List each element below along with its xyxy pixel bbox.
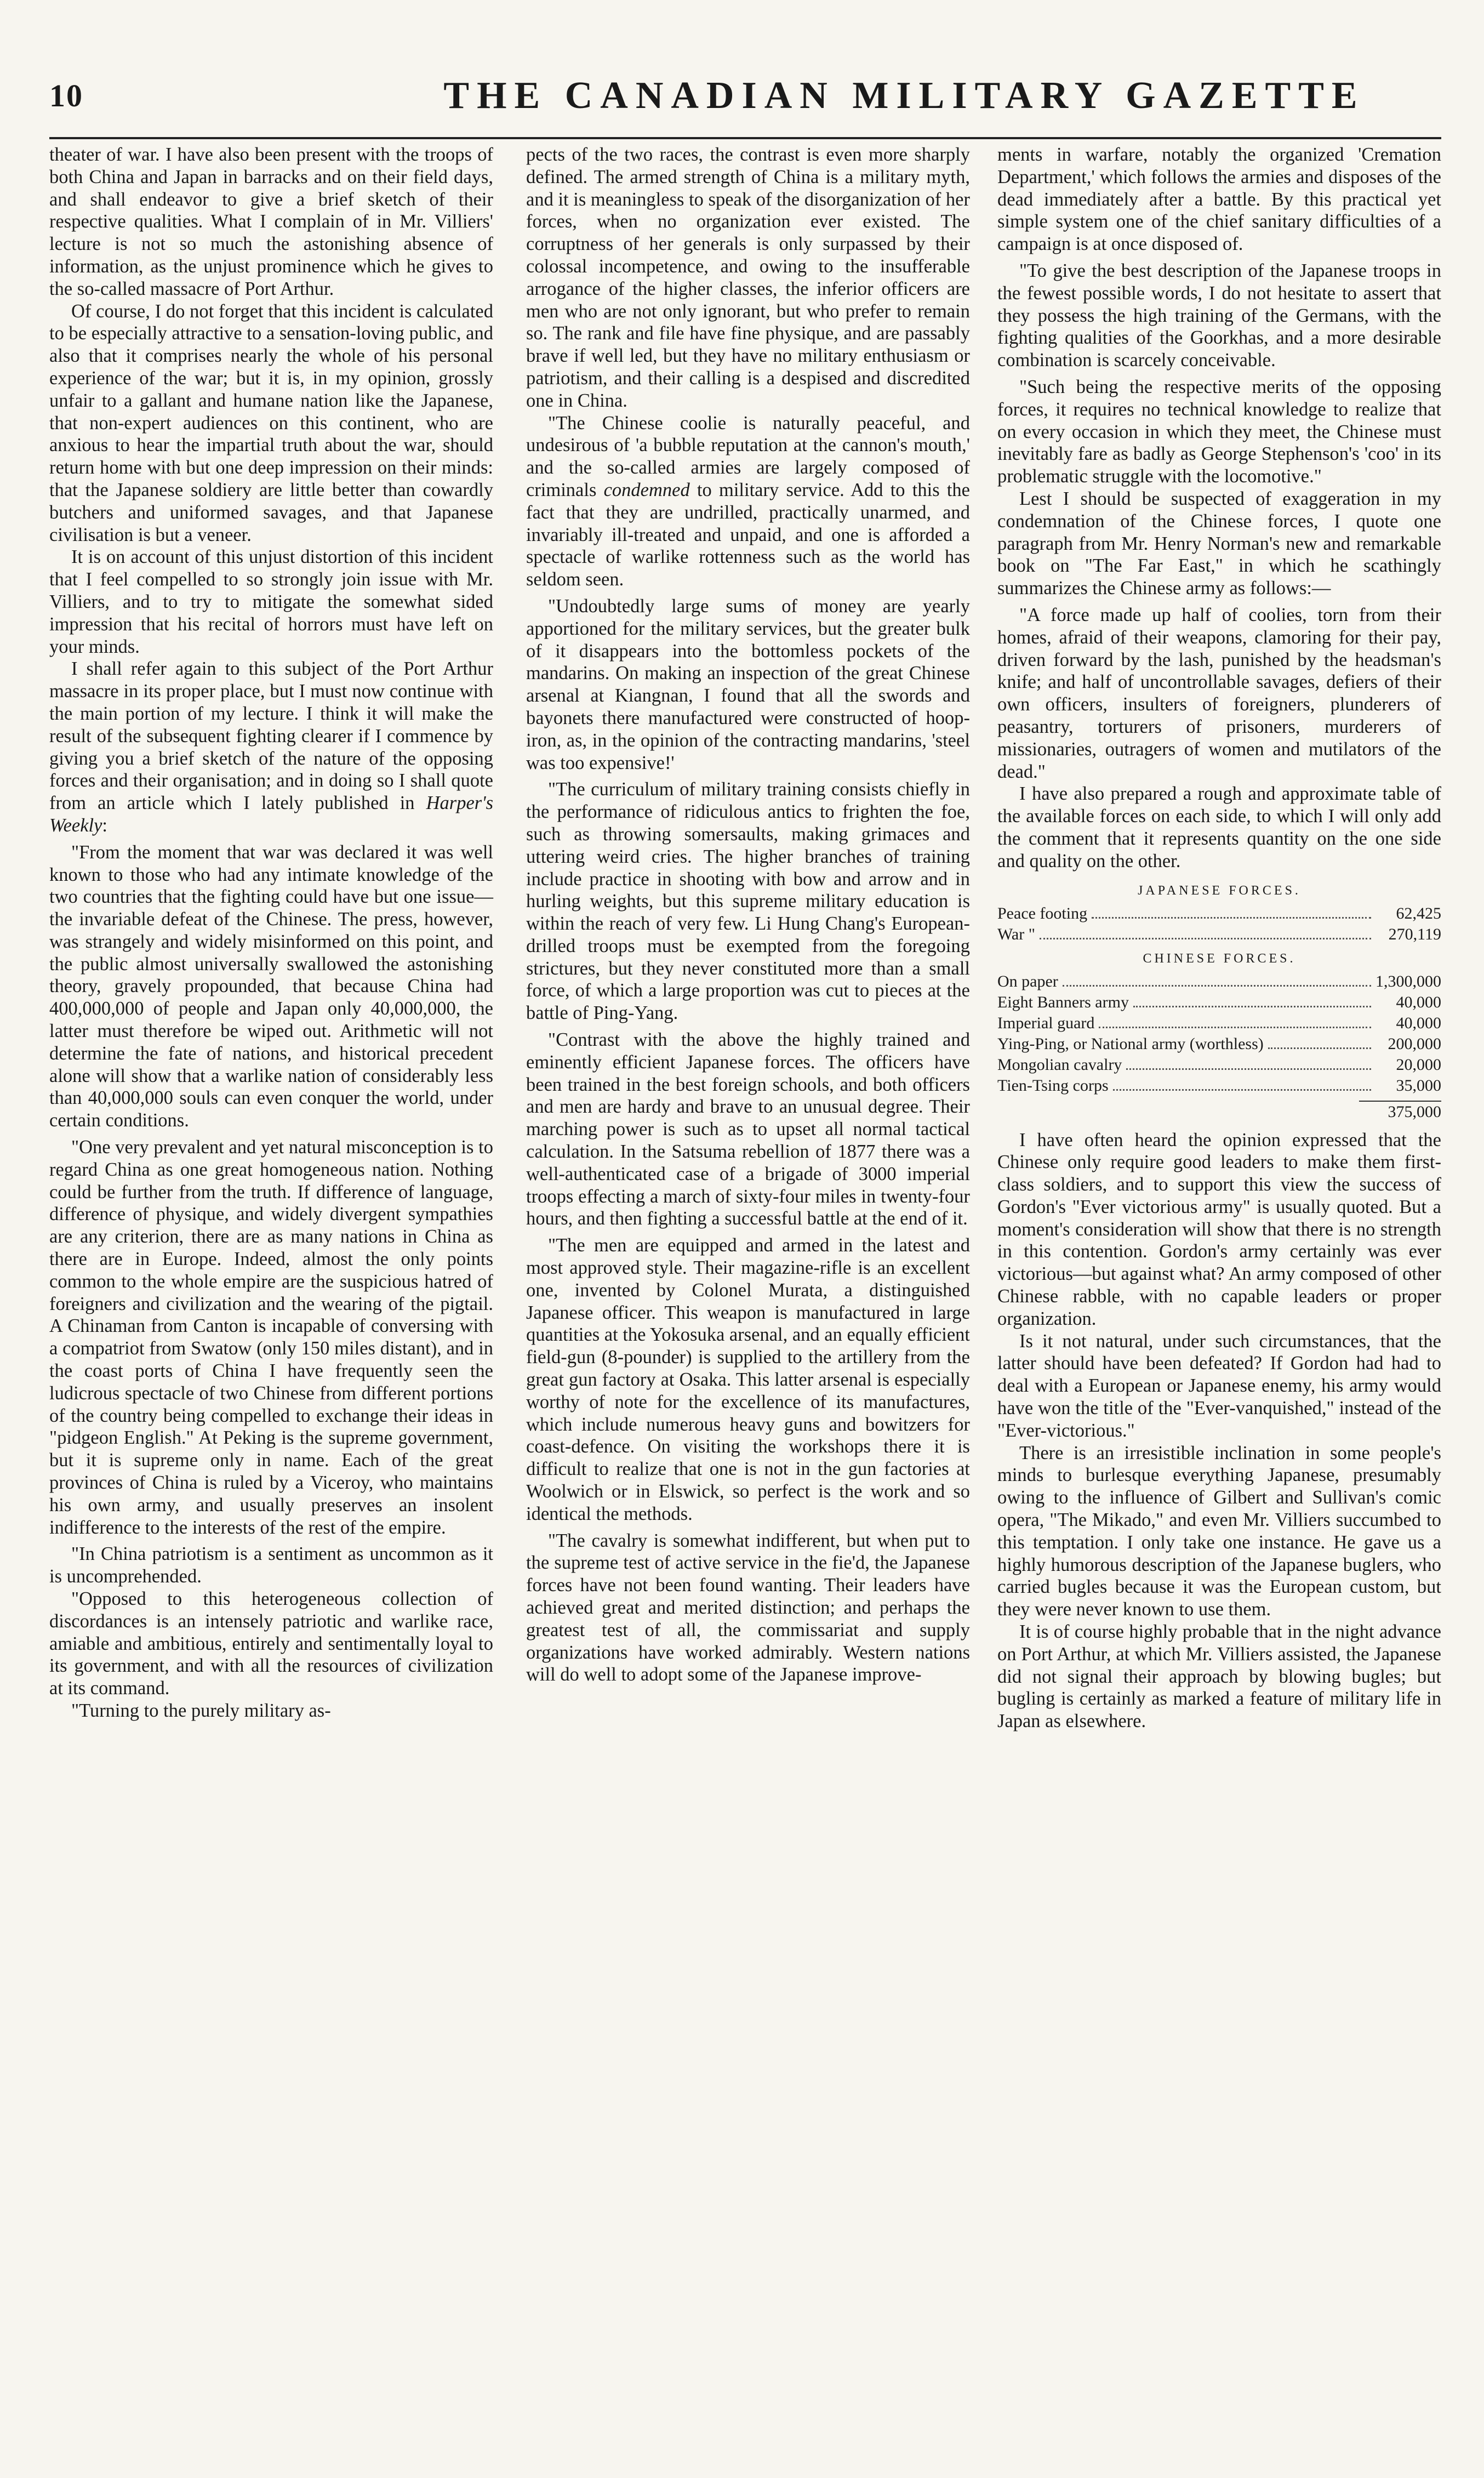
row-value: 35,000 bbox=[1396, 1076, 1441, 1095]
paragraph: I have often heard the opinion expressed that the Chinese only require good leaders to make them first-class soldiers, and to support this view the success of Gordon's "Ever victorious army" is usually quoted. But a moment's consideration will show that there is no strength in this contention. Gordon's army certainly was ever victorious—but against what? An army composed of other Chinese rabble, with no capable leaders or proper organization. bbox=[997, 1129, 1441, 1329]
row-label: Ying-Ping, or National army (worthless) bbox=[997, 1034, 1264, 1053]
quoted-paragraph: "One very prevalent and yet natural misconception is to regard China as one great homogeneous nation. Nothing could be further from the truth. If difference of language, difference of physique, and widely divergent sympathies are any criterion, there are as many nations in China as there are in Europe. Indeed, almost the only points common to the whole empire are the suspicious hatred of foreigners and civilization and the wearing of the pigtail. A Chinaman from Canton is incapable of conversing with a compatriot from Swatow (only 150 miles distant), and in the coast ports of China I have frequently seen the ludicrous spectacle of two Chinese from different portions of the country being compelled to exchange their ideas in "pidgeon English." At Peking is the supreme government, but it is supreme only in name. Each of the great provinces of China is ruled by a Viceroy, who maintains his own army, and usually preserves an insolent indifference to the interests of the rest of the empire. bbox=[49, 1137, 493, 1538]
paragraph: It is on account of this unjust distortion of this incident that I feel compelled to so strongly join issue with Mr. Villiers, and to try to mitigate the somewhat sided impression that his recital of horrors must have left on your minds. bbox=[49, 546, 493, 657]
paragraph: theater of war. I have also been present with the troops of both China and Japan in barracks and on their field days, and shall endeavor to give a brief sketch of their respective qualities. What I complain of in Mr. Villiers' lecture is not so much the astonishing absence of information, as the unjust prominence which he gives to the so-called massacre of Port Arthur. bbox=[49, 144, 493, 299]
row-value: 62,425 bbox=[1396, 904, 1441, 922]
paragraph: I have also prepared a rough and approximate table of the available forces on each side, to which I will only add the comment that it represents quantity on the one side and quality on the other. bbox=[997, 783, 1441, 871]
paragraph-text: I shall refer again to this subject of the Port Arthur massacre in its proper place, but I must now continue with the main portion of my lecture. I think it will make the result of the subsequent fighting clearer if I commence by giving you a brief sketch of the nature of the opposing forces and their organisation; and in doing so I shall quote from an article which I lately published in bbox=[49, 658, 493, 814]
paragraph-text: to military service. Add to this the fact that they are undrilled, practically unarmed, and invariably ill-treated and unpaid, and one is afforded a spectacle of warlike rottenness such as the world has seldom seen. bbox=[526, 479, 970, 590]
japanese-forces-heading: JAPANESE FORCES. bbox=[1138, 883, 1301, 898]
table-row bbox=[997, 1013, 1441, 1034]
masthead bbox=[49, 74, 1441, 129]
table-row bbox=[997, 924, 1441, 945]
paragraph: Lest I should be suspected of exaggeration in my condemnation of the Chinese forces, I quote one paragraph from Mr. Henry Norman's new and remarkable book on "The Far East," in which he scathingly summarizes the Chinese army as follows:— bbox=[997, 488, 1441, 599]
page-number: 10 bbox=[49, 78, 83, 113]
paragraph-text: "The Chinese coolie is naturally peaceful, and undesirous of 'a bubble reputation at the cannon's mouth,' and the so-called armies are largely composed of criminals bbox=[526, 412, 970, 500]
publication-title: Harper's Weekly bbox=[49, 793, 493, 836]
leader-dots bbox=[1063, 985, 1371, 987]
chinese-forces-heading: CHINESE FORCES. bbox=[1143, 951, 1296, 966]
row-value: 1,300,000 bbox=[1375, 972, 1441, 990]
quoted-paragraph: "From the moment that war was declared it was well known to those who had any intimate knowledge of the two countries that the fighting could have but one issue—the invariable defeat of the Chinese. The press, however, was strangely and widely misinformed on this point, and the public almost universally swallowed the astonishing theory, gravely propounded, that because China had 400,000,000 of people and Japan only 40,000,000, the latter must therefore be wiped out. Arithmetic will not determine the fate of nations, and historical precedent alone will show that a warlike nation of considerably less than 40,000,000 souls can even conquer the world, under certain conditions. bbox=[49, 841, 493, 1131]
quoted-paragraph: "A force made up half of coolies, torn from their homes, afraid of their weapons, clamoring for their pay, driven forward by the lash, punished by the headsman's knife; and half of uncontrollable savages, defiers of their own officers, insulters of foreigners, plunderers of peasantry, torturers of prisoners, murderers of missionaries, outragers of women and mutilators of the dead." bbox=[997, 604, 1441, 782]
paragraph: pects of the two races, the contrast is even more sharply defined. The armed strength of China is a military myth, and it is meaningless to speak of the disorganization of her forces, when no organization ever existed. The corruptness of her generals is only surpassed by their colossal incompetence, and owing to the insufferable arrogance of the higher classes, the inferior officers are men who are not only ignorant, but who prefer to remain so. The rank and file have fine physique, and are passably brave if well led, but they have no military enthusiasm or patriotism, and their calling is a despised and discredited one in China. bbox=[526, 144, 970, 411]
quoted-paragraph: "The curriculum of military training consists chiefly in the performance of ridiculous antics to frighten the foe, such as throwing somersaults, making grimaces and uttering weird cries. The higher branches of training include practice in shooting with bow and arrow and in hurling weights, but this supreme military education is within the reach of very few. Li Hung Chang's European-drilled troops must be exempted from the foregoing strictures, but they never constituted more than a small force, of which a large proportion was cut to pieces at the battle of Ping-Yang. bbox=[526, 779, 970, 1024]
quoted-paragraph: "To give the best description of the Japanese troops in the fewest possible words, I do not hesitate to assert that they possess the high training of the Germans, with the fighting qualities of the Goorkhas, and a more desirable combination is scarcely conceivable. bbox=[997, 260, 1441, 371]
quoted-paragraph: ments in warfare, notably the organized 'Cremation Department,' which follows the armies and disposes of the dead immediately after a battle. By this practical yet simple system one of the chief sanitary difficulties of a campaign is at once disposed of. bbox=[997, 144, 1441, 255]
quoted-paragraph: "Opposed to this heterogeneous collection of discordances is an intensely patriotic and warlike race, amiable and ambitious, entirely and sentimentally loyal to its government, and with all the resources of civilization at its command. bbox=[49, 1588, 493, 1699]
row-label: On paper bbox=[997, 972, 1058, 990]
quoted-paragraph bbox=[526, 412, 970, 591]
table-row bbox=[997, 1075, 1441, 1096]
row-label: Imperial guard bbox=[997, 1013, 1095, 1032]
forces-table bbox=[997, 880, 1441, 1123]
leader-dots bbox=[1268, 1047, 1371, 1049]
quoted-paragraph: "In China patriotism is a sentiment as uncommon as it is uncomprehended. bbox=[49, 1543, 493, 1587]
table-row bbox=[997, 992, 1441, 1013]
row-label: Mongolian cavalry bbox=[997, 1055, 1122, 1074]
article-column-2 bbox=[526, 144, 970, 1686]
row-value: 200,000 bbox=[1388, 1034, 1441, 1053]
paragraph: It is of course highly probable that in the night advance on Port Arthur, at which Mr. Villiers assisted, the Japanese did not signal their approach by blowing bugles; but bugling is certainly as marked a feature of military life in Japan as elsewhere. bbox=[997, 1621, 1441, 1732]
row-label: Eight Banners army bbox=[997, 993, 1129, 1011]
row-label: Peace footing bbox=[997, 904, 1088, 922]
row-value: 40,000 bbox=[1396, 993, 1441, 1011]
quoted-paragraph: "Undoubtedly large sums of money are yearly apportioned for the military services, but the greater bulk of it disappears into the bottomless pockets of the mandarins. On making an inspection of the great Chinese arsenal at Kiangnan, I found that all the swords and bayonets there manufactured were constructed of hoop-iron, as, in the opinion of the contracting mandarins, 'steel was too expensive!' bbox=[526, 595, 970, 773]
leader-dots bbox=[1126, 1068, 1371, 1070]
row-label: War " bbox=[997, 925, 1035, 943]
quoted-paragraph: "Turning to the purely military as- bbox=[71, 1700, 331, 1721]
quoted-paragraph: "The cavalry is somewhat indifferent, but when put to the supreme test of active service in the fie'd, the Japanese forces have not been found wanting. Their leaders have achieved great and merited distinction; and perhaps the greatest test of all, the commissariat and supply organizations have worked admirably. Western nations will do well to adopt some of the Japanese improve- bbox=[526, 1530, 970, 1685]
quoted-paragraph: "Contrast with the above the highly trained and eminently efficient Japanese forces. The officers have been trained in the best foreign schools, and both officers and men are hardy and brave to an unusual degree. Their marching power is such as to upset all normal tactical calculation. In the Satsuma rebellion of 1877 there was a well-authenticated case of a brigade of 3000 imperial troops effecting a march of sixty-four miles in twenty-four hours, and then fighting a successful battle at the end of it. bbox=[526, 1029, 970, 1229]
paragraph-text: : bbox=[102, 814, 108, 836]
row-value: 270,119 bbox=[1388, 925, 1441, 943]
leader-dots bbox=[1133, 1006, 1371, 1007]
emphasized-word: condemned bbox=[603, 479, 690, 500]
row-value: 20,000 bbox=[1396, 1055, 1441, 1074]
table-row bbox=[997, 903, 1441, 924]
article-column-3 bbox=[997, 144, 1441, 1733]
paragraph: Of course, I do not forget that this incident is calculated to be especially attractive to a sensation-loving public, and also that it comprises nearly the whole of his personal experience of the war; but it is, in my opinion, grossly unfair to a gallant and humane nation like the Japanese, that non-expert audiences on this continent, who are anxious to hear the impartial truth about the war, should return home with but one deep impression on their minds: that the Japanese soldiery are little better than cowardly butchers and uniformed savages, and that Japanese civilisation is but a veneer. bbox=[49, 300, 493, 545]
table-row bbox=[997, 1055, 1441, 1075]
leader-dots bbox=[1040, 938, 1371, 939]
article-column-1 bbox=[49, 144, 493, 1722]
row-value: 40,000 bbox=[1396, 1013, 1441, 1032]
paragraph: Is it not natural, under such circumstances, that the latter should have been defeated? If Gordon had had to deal with a European or Japanese enemy, his army would have won the title of the "Ever-vanquished," instead of the "Ever-victorious." bbox=[997, 1330, 1441, 1441]
header-rule bbox=[49, 137, 1441, 139]
row-label: Tien-Tsing corps bbox=[997, 1076, 1109, 1095]
paragraph: There is an irresistible inclination in some people's minds to burlesque everything Japanese, presumably owing to the influence of Gilbert and Sullivan's comic opera, "The Mikado," and even Mr. Villiers succumbed to this temptation. I only take one instance. He gave us a highly humorous description of the Japanese buglers, who carried bugles because it was the European custom, but they were never known to use them. bbox=[997, 1442, 1441, 1620]
leader-dots bbox=[1099, 1027, 1371, 1028]
leader-dots bbox=[1113, 1089, 1371, 1091]
leader-dots bbox=[1092, 917, 1371, 919]
table-row bbox=[997, 1034, 1441, 1055]
quoted-paragraph: "The men are equipped and armed in the latest and most approved style. Their magazine-rifle is an excellent one, invented by Colonel Murata, a distinguished Japanese officer. This weapon is manufactured in large quantities at the Yokosuka arsenal, and an equally efficient field-gun (8-pounder) is supplied to the artillery from the great gun factory at Osaka. This latter arsenal is especially worthy of note for the excellence of its manufactures, which include numerous heavy guns and bowitzers for coast-defence. On visiting the workshops there it is difficult to realize that one is not in the gun factories at Woolwich or in Elswick, so perfect is the work and so identical the methods. bbox=[526, 1235, 970, 1524]
newspaper-title: THE CANADIAN MILITARY GAZETTE bbox=[443, 75, 1365, 117]
quoted-paragraph: "Such being the respective merits of the opposing forces, it requires no technical knowledge to realize that on every occasion in which they meet, the Chinese must inevitably fare as badly as George Stephenson's 'coo' in its problematic struggle with the locomotive." bbox=[997, 376, 1441, 487]
table-row bbox=[997, 971, 1441, 992]
paragraph bbox=[49, 658, 493, 836]
chinese-total: 375,000 bbox=[1388, 1102, 1441, 1121]
